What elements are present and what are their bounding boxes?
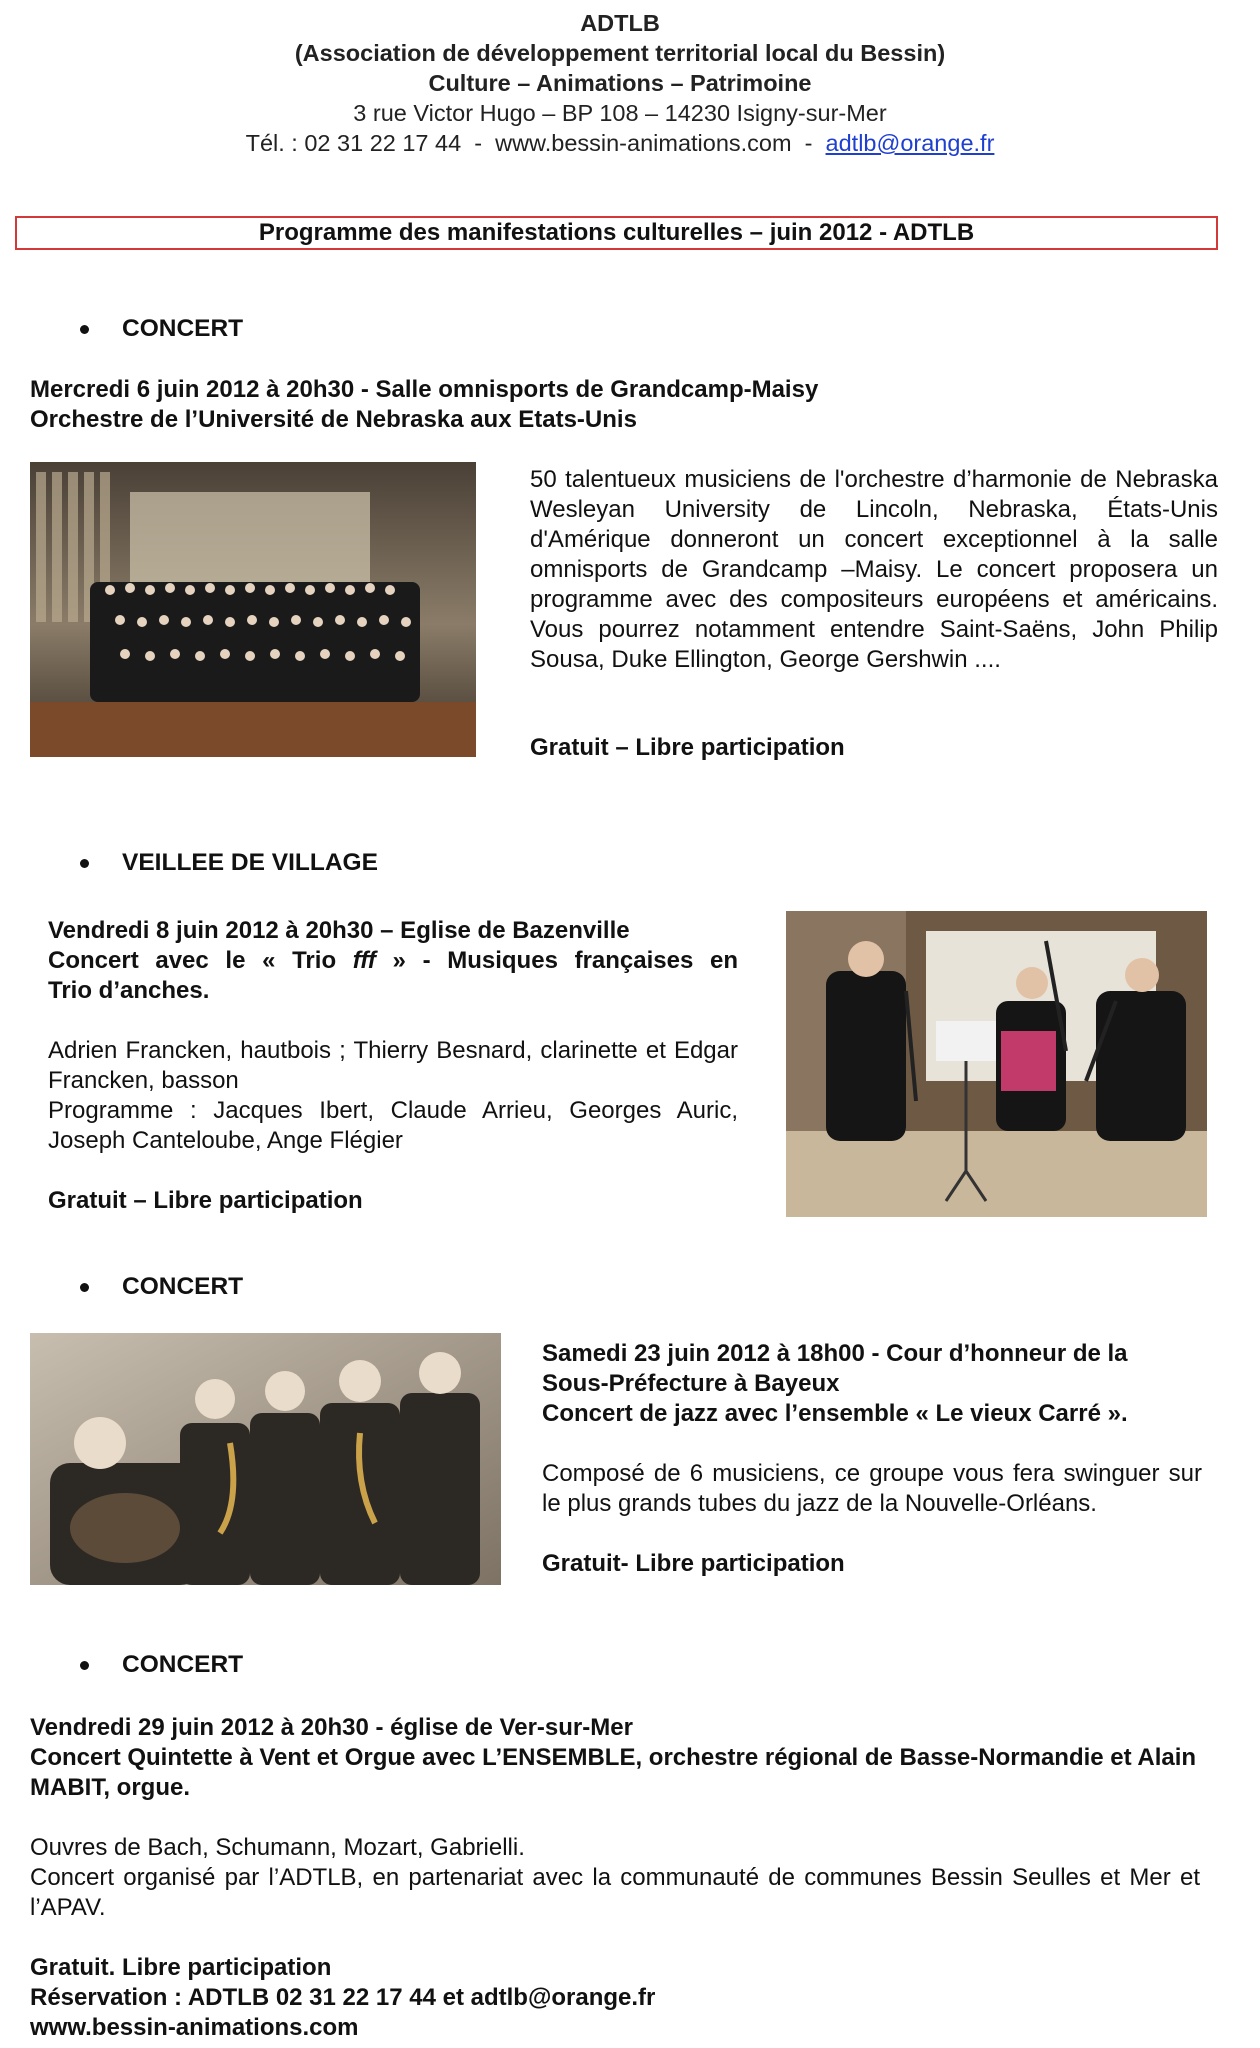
org-contact [0,128,1240,158]
jazz-band-photo [30,1333,501,1585]
event-4-organisation: Concert organisé par l’ADTLB, en partenariat avec la communauté de communes Bessin Seulles et Mer et l’APAV. [30,1864,1200,1921]
event-2-programme: Programme : Jacques Ibert, Claude Arrieu, Georges Auric, Joseph Canteloube, Ange Flégier [48,1097,738,1154]
event-1-category [77,315,243,343]
event-3-venue-2: Sous-Préfecture à Bayeux [542,1370,840,1397]
bullet-icon [80,1661,89,1670]
event-2-subtitle-b: » - Musiques françaises en [375,947,739,974]
event-2-category [77,849,378,877]
event-4-category-label: CONCERT [122,1651,244,1678]
event-4-date-venue: Vendredi 29 juin 2012 à 20h30 - église de Ver-sur-Mer [30,1714,633,1741]
event-1-date-venue: Mercredi 6 juin 2012 à 20h30 - Salle omnisports de Grandcamp-Maisy [30,376,819,403]
bullet-icon [80,325,89,334]
event-3-subtitle: Concert de jazz avec l’ensemble « Le vieux Carré ». [542,1400,1128,1427]
event-1-price: Gratuit – Libre participation [530,734,845,761]
org-tagline: Culture – Animations – Patrimoine [428,70,812,96]
event-4-website[interactable]: www.bessin-animations.com [30,2014,359,2041]
event-4-subtitle: Concert Quintette à Vent et Orgue avec L’ENSEMBLE, orchestre régional de Basse-Normandie et Alain MABIT, orgue. [30,1744,1197,1801]
event-2-subtitle-italic: fff [352,947,376,974]
event-3-price: Gratuit- Libre participation [542,1550,845,1577]
event-2-subtitle-2: Trio d’anches. [48,977,210,1004]
event-4-category [77,1651,243,1679]
event-2-category-label: VEILLEE DE VILLAGE [122,849,378,876]
event-2-subtitle-a: Concert avec le « Trio [48,947,353,974]
org-name: (Association de développement territorial local du Bessin) [294,40,946,66]
event-4-works: Ouvres de Bach, Schumann, Mozart, Gabrielli. [30,1834,525,1861]
event-1-subtitle: Orchestre de l’Université de Nebraska aux Etats-Unis [30,406,637,433]
event-1-category-label: CONCERT [122,315,244,342]
event-3-description: Composé de 6 musiciens, ce groupe vous fera swinguer sur le plus grands tubes du jazz de la Nouvelle-Orléans. [542,1460,1202,1517]
event-4-reservation: Réservation : ADTLB 02 31 22 17 44 et adtlb@orange.fr [30,1984,656,2011]
event-3-category [77,1273,243,1301]
event-2-date-venue: Vendredi 8 juin 2012 à 20h30 – Eglise de Bazenville [48,917,630,944]
event-2-subtitle [48,946,738,976]
trio-photo [786,911,1207,1217]
bullet-icon [80,1283,89,1292]
programme-title: Programme des manifestations culturelles – juin 2012 - ADTLB [15,216,1218,250]
event-2-price: Gratuit – Libre participation [48,1187,363,1214]
orchestra-photo [30,462,476,757]
bullet-icon [80,859,89,868]
org-acronym: ADTLB [580,10,660,36]
org-address: 3 rue Victor Hugo – BP 108 – 14230 Isigny-sur-Mer [353,100,887,126]
contact-text: Tél. : 02 31 22 17 44 - www.bessin-animations.com - [245,130,826,156]
event-2-performers: Adrien Francken, hautbois ; Thierry Besnard, clarinette et Edgar Francken, basson [48,1037,738,1094]
email-link[interactable]: adtlb@orange.fr [825,130,995,156]
event-3-category-label: CONCERT [122,1273,244,1300]
event-1-description: 50 talentueux musiciens de l'orchestre d’harmonie de Nebraska Wesleyan University de Lincoln, Nebraska, États-Unis d'Amérique donneront un concert exceptionnel à la salle omnisports de Grandcamp –Maisy. Le concert proposera un programme avec des compositeurs européens et américains. Vous pourrez notamment entendre Saint-Saëns, John Philip Sousa, Duke Ellington, George Gershwin .... [530,466,1218,673]
event-4-price: Gratuit. Libre participation [30,1954,332,1981]
event-3-date-venue: Samedi 23 juin 2012 à 18h00 - Cour d’honneur de la [542,1340,1128,1367]
